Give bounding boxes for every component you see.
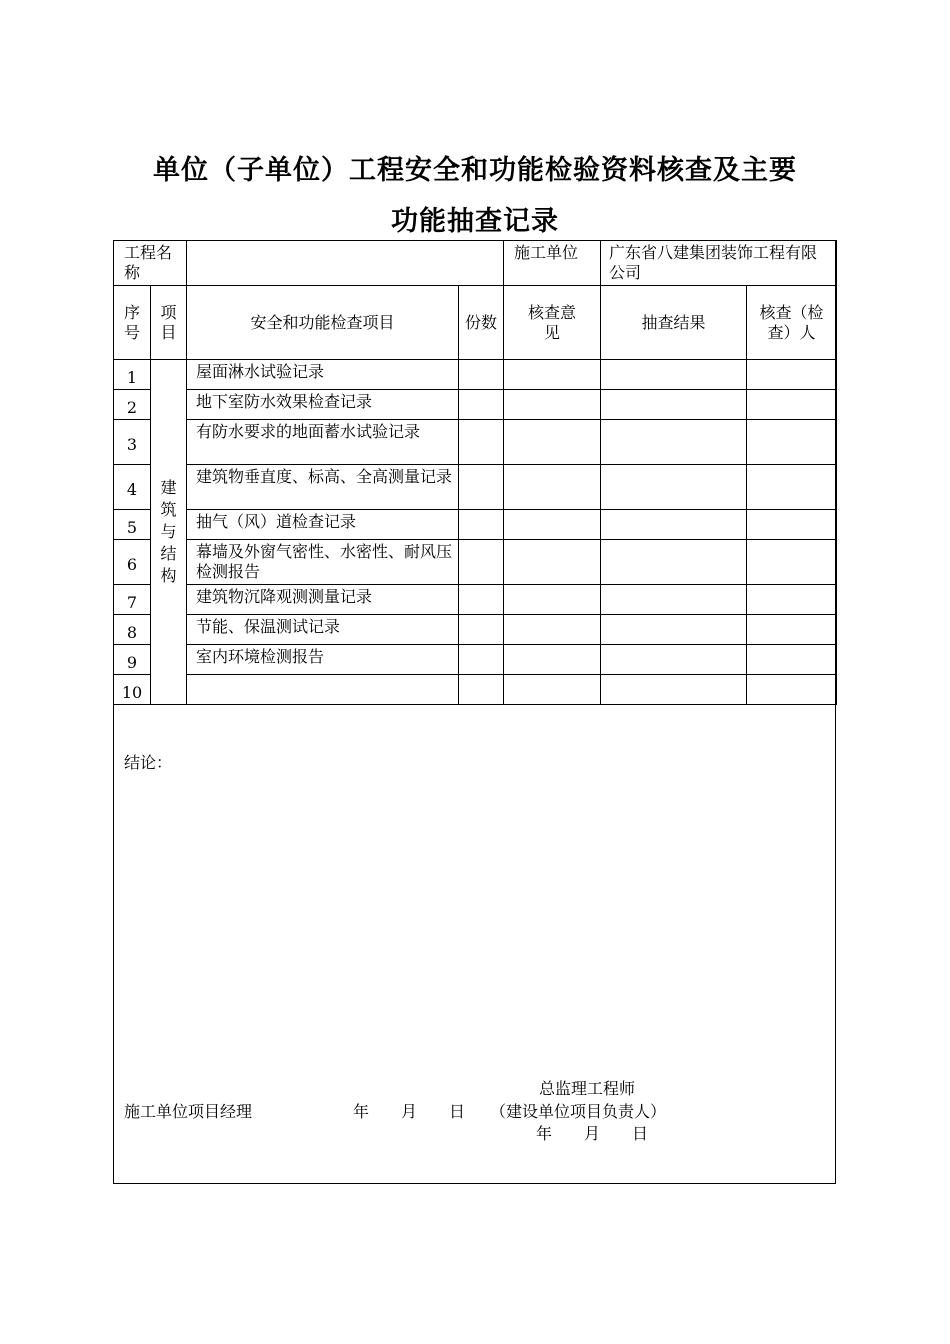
row-item: 建筑物垂直度、标高、全高测量记录 — [187, 465, 459, 510]
category-cell: 建筑与结构 — [151, 360, 187, 705]
row-copies[interactable] — [459, 615, 504, 645]
row-opinion[interactable] — [504, 510, 601, 540]
row-result[interactable] — [601, 615, 747, 645]
row-opinion[interactable] — [504, 645, 601, 675]
page-title-line-1: 单位（子单位）工程安全和功能检验资料核查及主要 — [153, 155, 797, 186]
row-number: 7 — [114, 585, 151, 615]
table-row — [114, 645, 837, 675]
row-number: 6 — [114, 540, 151, 585]
row-item: 建筑物沉降观测测量记录 — [187, 585, 459, 615]
row-copies[interactable] — [459, 360, 504, 390]
contractor-label: 施工单位 — [504, 241, 601, 286]
row-item: 地下室防水效果检查记录 — [187, 390, 459, 420]
row-copies[interactable] — [459, 675, 504, 705]
row-opinion[interactable] — [504, 390, 601, 420]
project-name-value[interactable] — [187, 241, 504, 286]
contractor-manager-label: 施工单位项目经理 — [124, 1102, 253, 1121]
row-copies[interactable] — [459, 645, 504, 675]
date-right: 年 月 日 — [536, 1124, 649, 1143]
row-number: 10 — [114, 675, 151, 705]
row-result[interactable] — [601, 390, 747, 420]
row-opinion[interactable] — [504, 360, 601, 390]
row-result[interactable] — [601, 540, 747, 585]
supervisor-label: 总监理工程师 — [539, 1079, 636, 1098]
row-item: 节能、保温测试记录 — [187, 615, 459, 645]
col-check-item: 安全和功能检查项目 — [187, 286, 459, 360]
row-opinion[interactable] — [504, 540, 601, 585]
row-item: 屋面淋水试验记录 — [187, 360, 459, 390]
table-row — [114, 675, 837, 705]
row-result[interactable] — [601, 645, 747, 675]
row-number: 4 — [114, 465, 151, 510]
row-copies[interactable] — [459, 390, 504, 420]
row-result[interactable] — [601, 510, 747, 540]
row-number: 2 — [114, 390, 151, 420]
inspection-table — [113, 240, 837, 705]
owner-label: （建设单位项目负责人） — [490, 1102, 667, 1121]
conclusion-label: 结论： — [124, 753, 173, 772]
contractor-value: 广东省八建集团装饰工程有限公司 — [601, 241, 837, 286]
table-row — [114, 585, 837, 615]
row-copies[interactable] — [459, 420, 504, 465]
table-row — [114, 390, 837, 420]
table-row — [114, 420, 837, 465]
row-opinion[interactable] — [504, 465, 601, 510]
col-opinion: 核查意见 — [504, 286, 601, 360]
row-number: 1 — [114, 360, 151, 390]
row-item: 幕墙及外窗气密性、水密性、耐风压检测报告 — [187, 540, 459, 585]
row-number: 8 — [114, 615, 151, 645]
row-checker[interactable] — [747, 420, 837, 465]
table-row — [114, 540, 837, 585]
col-copies: 份数 — [459, 286, 504, 360]
row-copies[interactable] — [459, 465, 504, 510]
row-checker[interactable] — [747, 675, 837, 705]
date-left: 年 月 日 — [353, 1102, 466, 1121]
row-item — [187, 675, 459, 705]
row-checker[interactable] — [747, 645, 837, 675]
col-item: 项目 — [151, 286, 187, 360]
row-copies[interactable] — [459, 540, 504, 585]
row-opinion[interactable] — [504, 675, 601, 705]
row-opinion[interactable] — [504, 585, 601, 615]
row-checker[interactable] — [747, 465, 837, 510]
row-number: 5 — [114, 510, 151, 540]
row-checker[interactable] — [747, 585, 837, 615]
table-row — [114, 360, 837, 390]
project-name-label: 工程名称 — [114, 241, 187, 286]
row-copies[interactable] — [459, 585, 504, 615]
row-checker[interactable] — [747, 615, 837, 645]
row-result[interactable] — [601, 465, 747, 510]
row-result[interactable] — [601, 420, 747, 465]
row-item: 有防水要求的地面蓄水试验记录 — [187, 420, 459, 465]
row-item: 室内环境检测报告 — [187, 645, 459, 675]
table-row — [114, 465, 837, 510]
page-title-line-2: 功能抽查记录 — [391, 206, 559, 237]
row-copies[interactable] — [459, 510, 504, 540]
row-opinion[interactable] — [504, 420, 601, 465]
row-result[interactable] — [601, 675, 747, 705]
row-result[interactable] — [601, 585, 747, 615]
header-row — [114, 241, 837, 286]
table-row — [114, 510, 837, 540]
row-checker[interactable] — [747, 510, 837, 540]
row-checker[interactable] — [747, 540, 837, 585]
table-row — [114, 615, 837, 645]
row-number: 3 — [114, 420, 151, 465]
col-result: 抽查结果 — [601, 286, 747, 360]
col-checker: 核查（检查）人 — [747, 286, 837, 360]
column-header-row — [114, 286, 837, 360]
row-opinion[interactable] — [504, 615, 601, 645]
row-item: 抽气（风）道检查记录 — [187, 510, 459, 540]
row-number: 9 — [114, 645, 151, 675]
col-seq: 序号 — [114, 286, 151, 360]
row-checker[interactable] — [747, 360, 837, 390]
row-checker[interactable] — [747, 390, 837, 420]
row-result[interactable] — [601, 360, 747, 390]
